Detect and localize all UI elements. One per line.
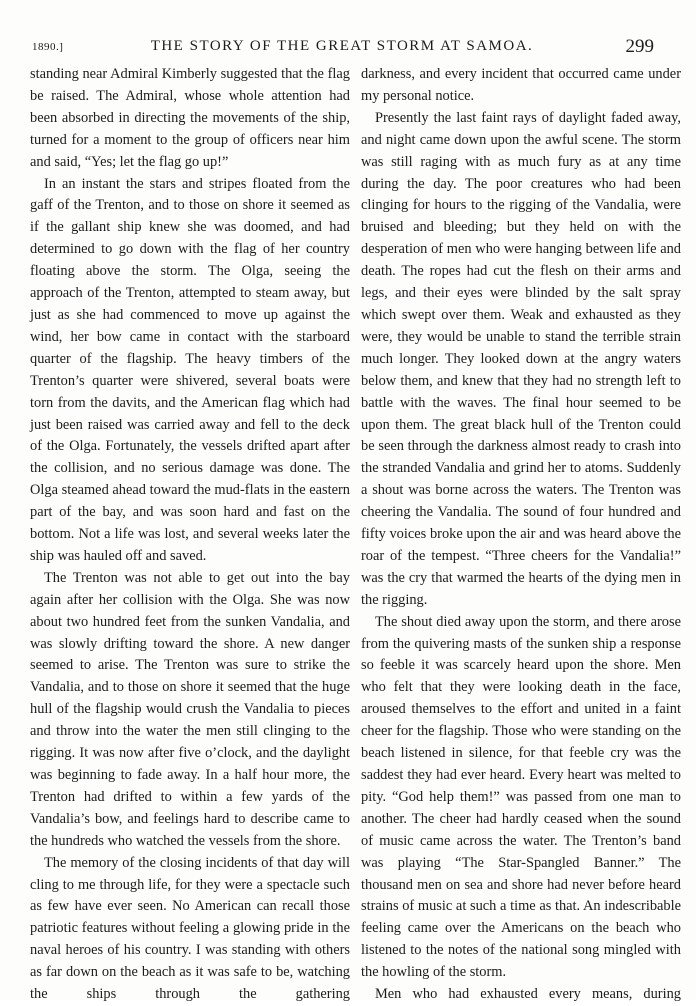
paragraph: The memory of the closing incidents of that day will cling to me through life, for they were a spectacle such as few have ever seen. No American can recall those patriotic features without feeling a glowing pride in the naval heroes of his country. I was standing with others as far down on the beach as it was safe to be, watching the ships through the gathering bbox=[30, 854, 350, 1003]
paragraph: standing near Admiral Kimberly suggested that the flag be raised. The Admiral, whose whole attention had been absorbed in directing the movements of the ship, turned for a moment to the group of officers near him and said, “Yes; let the flag go up!” bbox=[30, 66, 350, 170]
paragraph: Men who had exhausted every means, during bbox=[375, 986, 681, 1003]
left-column bbox=[30, 64, 350, 1006]
running-head-title: THE STORY OF THE GREAT STORM AT SAMOA. bbox=[150, 38, 534, 54]
paragraph: Presently the last faint rays of daylight faded away, and night came down upon the awful scene. The storm was still raging with as much fury as at any time during the day. The poor creatures who had been clinging for hours to the rigging of the Vandalia, were bruised and bleeding; but they held on with the desperation of men who were hanging between life and death. The ropes had cut the flesh on their arms and legs, and their eyes were blinded by the salt spray which swept over them. Weak and exhausted as they were, they would be unable to stand the terrible strain much longer. They looked down at the angry waters below them, and knew that they had no strength left to battle with the waves. The final hour seemed to be upon them. The great black hull of the Trenton could be seen through the darkness almost ready to crash into the stranded Vandalia and grind her to atoms. Suddenly a shout was borne across the waters. The Trenton was cheering the Vandalia. The sound of four hundred and fifty voices broke upon the air and was heard above the roar of the tempest. “Three cheers for the Vandalia!” was the cry that warmed the hearts of the dying men in the rigging. bbox=[361, 109, 681, 608]
running-head-year: 1890.] bbox=[32, 41, 64, 53]
right-column bbox=[361, 64, 681, 1006]
paragraph: The Trenton was not able to get out into the bay again after her collision with the Olga. She was now about two hundred feet from the sunken Vandalia, and was slowly drifting toward the shore. A new danger seemed to arise. The Trenton was sure to strike the Vandalia, and to those on shore it seemed that the huge hull of the flagship would crush the Vandalia to pieces and throw into the water the men still clinging to the rigging. It was now after five o’clock, and the daylight was beginning to fade away. In a half hour more, the Trenton had drifted to within a few yards of the Vandalia’s bow, and feelings hard to describe came to the hundreds who watched the vessels from the shore. bbox=[30, 569, 350, 849]
page-number: 299 bbox=[625, 36, 654, 57]
paragraph: The shout died away upon the storm, and there arose from the quivering masts of the sunken ship a response so feeble it was scarcely heard upon the shore. Men who felt that they were looking death in the face, aroused themselves to the effort and united in a faint cheer for the flagship. Those who were standing on the beach listened in silence, for that feeble cry was the saddest they had ever heard. Every heart was melted to pity. “God help them!” was passed from one man to another. The cheer had hardly ceased when the sound of music came across the water. The Trenton’s band was playing “The Star-Spangled Banner.” The thousand men on sea and shore had never before heard strains of music at such a time as that. An indescribable feeling came over the Americans on the beach who listened to the notes of the national song mingled with the howling of the storm. bbox=[361, 613, 681, 981]
running-head bbox=[30, 36, 654, 60]
paragraph: darkness, and every incident that occurred came under my personal notice. bbox=[361, 66, 681, 104]
paragraph: In an instant the stars and stripes floated from the gaff of the Trenton, and to those on shore it seemed as if the gallant ship knew she was doomed, and had determined to go down with the flag of her country floating above the storm. The Olga, seeing the approach of the Trenton, attempted to steam away, but just as she had commenced to move up against the wind, her bow came in contact with the starboard quarter of the flagship. The heavy timbers of the Trenton’s quarter were shivered, several boats were torn from the davits, and the American flag which had just been raised was carried away and fell to the deck of the Olga. Fortunately, the vessels drifted apart after the collision, and no serious damage was done. The Olga steamed ahead toward the mud-flats in the eastern part of the bay, and was soon hard and fast on the bottom. Not a life was lost, and several weeks later the ship was hauled off and saved. bbox=[30, 175, 350, 564]
